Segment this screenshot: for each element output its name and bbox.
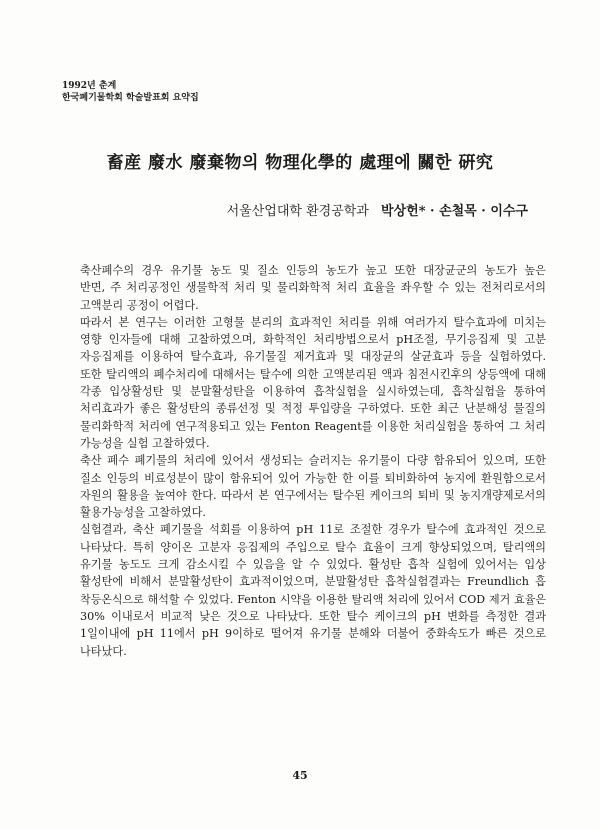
text-line: 활성탄에 비해서 분말활성탄이 효과적이었으며, 분말활성탄 흡착실험결과는 Freundlich 흡 xyxy=(80,575,546,589)
text-line: 활용가능성을 고찰하였다. xyxy=(80,506,206,520)
text-line: 나타났다. 특히 양이온 고분자 응집제의 주입으로 탈수 효율이 크게 향상되었으며, 탈리액의 xyxy=(80,540,546,554)
paragraph-4 xyxy=(80,521,546,659)
text-line: 1일이내에 pH 11에서 pH 9이하로 떨어져 유기물 분해와 더불어 중화속도가 빠른 것으로 xyxy=(80,627,546,641)
text-line: 각종 입상활성탄 및 분말활성탄을 이용하여 흡착실험을 실시하였는데, 흡착실험을 통하여 xyxy=(80,385,546,399)
text-line: 축산폐수의 경우 유기물 농도 및 질소 인등의 농도가 높고 또한 대장균군의 농도가 높은 xyxy=(80,264,546,277)
text-line: 따라서 본 연구는 이러한 고형물 분리의 효과적인 처리를 위해 여러가지 탈수효과에 미치는 xyxy=(80,315,546,329)
text-line: 30% 이내로서 비교적 낮은 것으로 나타났다. 또한 탈수 케이크의 pH 변화를 측정한 결과 xyxy=(80,609,546,623)
text-line: 유기물 농도도 크게 감소시킬 수 있음을 알 수 있었다. 활성탄 흡착 실험에 있어서는 입상 xyxy=(80,558,546,572)
paragraph-2 xyxy=(80,314,546,452)
paper-title: 畜産 廢水 廢棄物의 物理化學的 處理에 關한 硏究 xyxy=(106,153,494,173)
text-line: 영향 인자들에 대해 고찰하였으며, 화학적인 처리방법으로서 pH조절, 무기응집제 및 고분 xyxy=(80,333,546,347)
text-line: 처리효과가 좋은 활성탄의 종류선정 및 적정 투입량을 구하였다. 또한 최근 난분해성 물질의 xyxy=(80,402,546,416)
paragraph-1 xyxy=(80,262,546,314)
header-season: 1992년 춘계 xyxy=(62,81,117,91)
abstract-body xyxy=(80,262,546,660)
paragraph-3 xyxy=(80,452,546,521)
text-line: 나타났다. xyxy=(80,644,127,658)
text-line: 가능성을 실험 고찰하였다. xyxy=(80,436,210,450)
text-line: 자원의 활용을 높여야 한다. 따라서 본 연구에서는 탈수된 케이크의 퇴비 및 농지개량제로서의 xyxy=(80,488,546,502)
text-line: 반면, 주 처리공정인 생물학적 처리 및 물리화학적 처리 효율을 좌우할 수 있는 전처리로서의 xyxy=(80,281,546,295)
author-affiliation: 서울산업대학 환경공학과 xyxy=(226,204,369,219)
header-proceedings: 한국폐기물학회 학술발표회 요약집 xyxy=(62,93,199,103)
text-line: 자응집제를 이용하여 탈수효과, 유기물질 제거효과 및 대장균의 살균효과 등을 실험하였다. xyxy=(80,350,546,364)
author-line xyxy=(227,200,528,219)
proceedings-header xyxy=(62,80,199,104)
text-line: 또한 탈리액의 폐수처리에 대해서는 탈수에 의한 고액분리된 액과 침전시킨후의 상등액에 대해 xyxy=(80,367,546,381)
text-line: 실험결과, 축산 폐기물을 석회를 이용하여 pH 11로 조절한 경우가 탈수에 효과적인 것으로 xyxy=(80,523,546,537)
text-line: 착등온식으로 해석할 수 있었다. Fenton 시약을 이용한 탈리액 처리에 있어서 COD 제거 효율은 xyxy=(80,592,546,606)
author-names: 박상헌* · 손철목 · 이수구 xyxy=(381,204,528,219)
page-number: 45 xyxy=(292,769,308,782)
text-line: 물리화학적 처리에 연구적용되고 있는 Fenton Reagent를 이용한 처리실험을 통하여 그 처리 xyxy=(80,419,546,433)
text-line: 고액분리 공정이 어렵다. xyxy=(80,298,199,312)
text-line: 축산 폐수 폐기물의 처리에 있어서 생성되는 슬러지는 유기물이 다량 함유되어 있으며, 또한 xyxy=(80,454,546,468)
text-line: 질소 인등의 비료성분이 많이 함유되어 있어 가능한 한 이를 퇴비화하여 농지에 환원함으로서 xyxy=(80,471,546,485)
